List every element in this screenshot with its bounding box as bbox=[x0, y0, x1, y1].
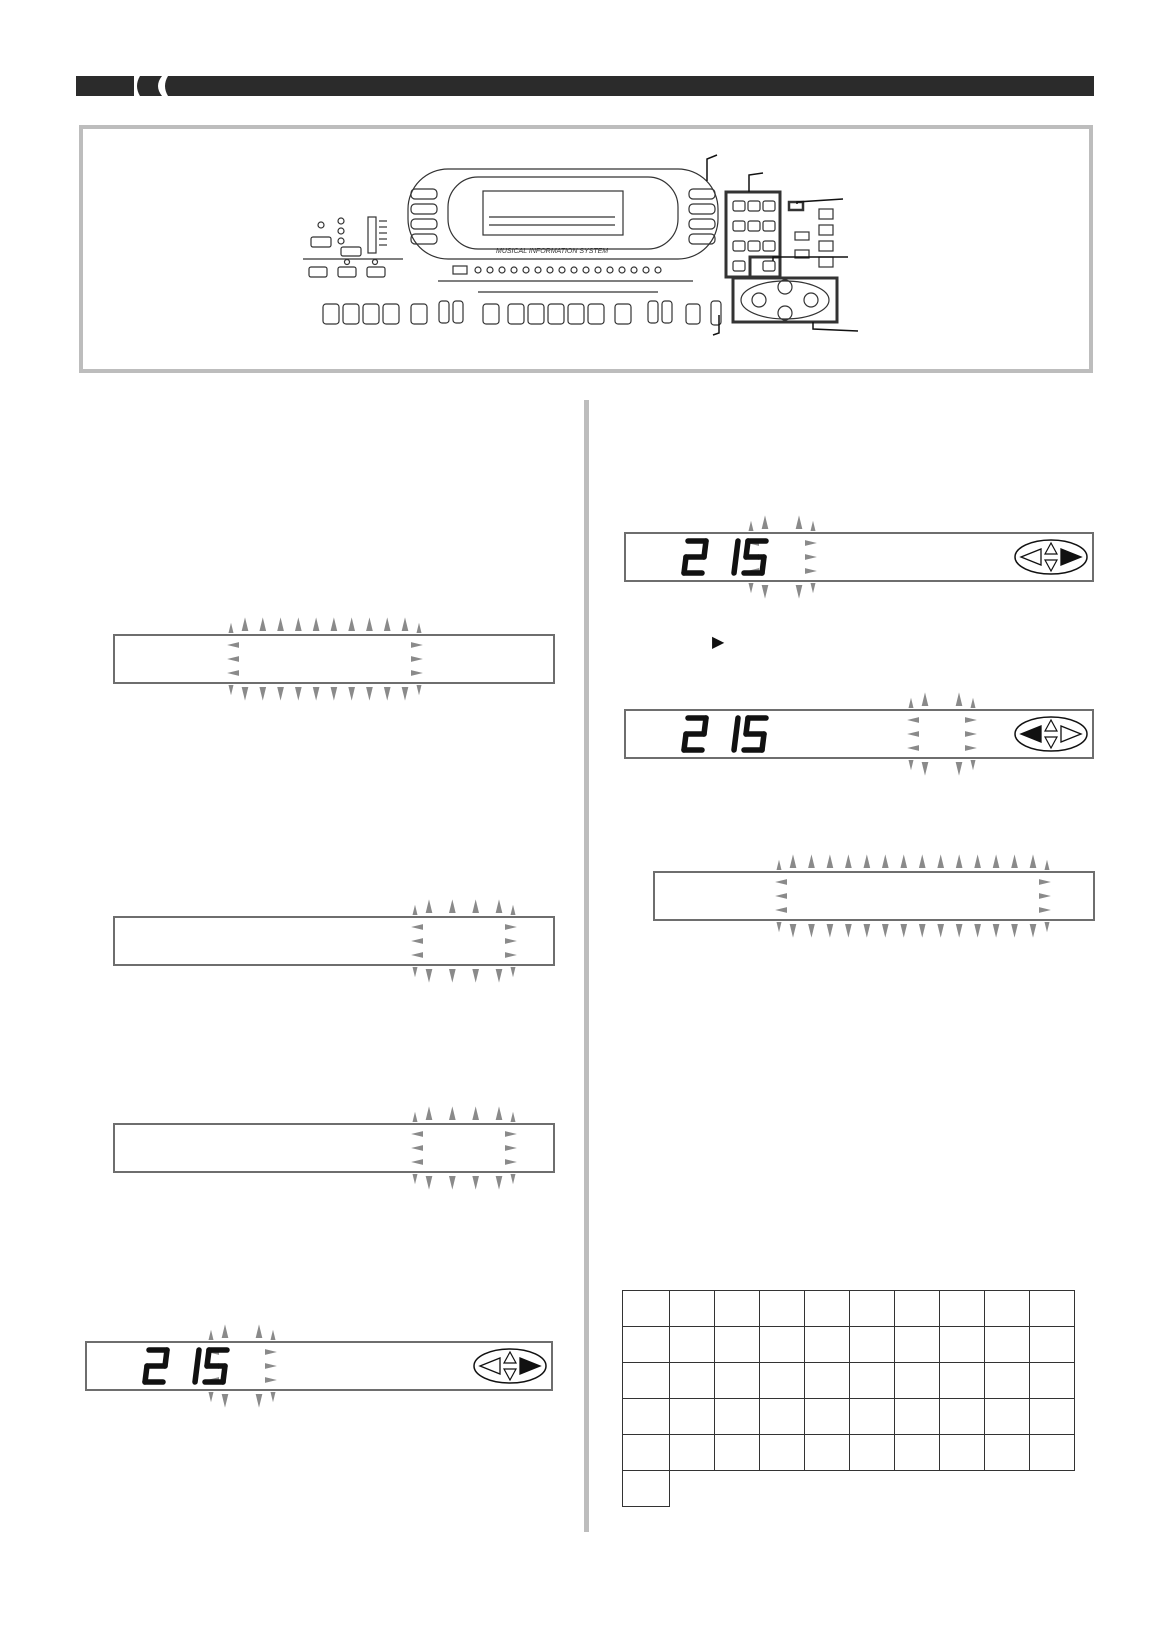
table-cell bbox=[623, 1363, 670, 1399]
flash-mark bbox=[277, 687, 284, 701]
flash-mark bbox=[449, 969, 456, 983]
table-row bbox=[623, 1399, 1075, 1435]
flash-mark bbox=[413, 1112, 418, 1122]
flash-mark bbox=[449, 1106, 456, 1120]
flash-mark bbox=[222, 1324, 229, 1338]
flash-mark bbox=[209, 1392, 214, 1402]
lcd-right-2 bbox=[625, 692, 1093, 775]
table-cell bbox=[670, 1291, 715, 1327]
table-cell bbox=[670, 1363, 715, 1399]
table-cell bbox=[760, 1327, 805, 1363]
table-cell bbox=[1030, 1435, 1075, 1471]
table-cell bbox=[895, 1435, 940, 1471]
table-cell bbox=[1030, 1399, 1075, 1435]
flash-mark bbox=[402, 687, 409, 701]
flash-mark bbox=[384, 617, 391, 631]
flash-mark bbox=[811, 583, 816, 593]
table-cell bbox=[850, 1327, 895, 1363]
lcd-frame bbox=[114, 917, 554, 965]
lcd-digits-text: 215 bbox=[684, 527, 686, 528]
flash-mark bbox=[937, 854, 944, 868]
table-cell bbox=[850, 1399, 895, 1435]
flash-mark bbox=[864, 924, 871, 938]
flash-mark bbox=[229, 623, 234, 633]
flash-mark bbox=[496, 1176, 503, 1190]
flash-mark bbox=[956, 924, 963, 938]
flash-mark bbox=[472, 899, 479, 913]
flash-mark bbox=[827, 854, 834, 868]
flash-mark bbox=[790, 854, 797, 868]
flash-mark bbox=[796, 585, 803, 599]
flash-mark bbox=[956, 854, 963, 868]
flash-mark bbox=[1030, 854, 1037, 868]
flash-mark bbox=[777, 860, 782, 870]
table-cell bbox=[715, 1363, 760, 1399]
table-cell bbox=[1030, 1327, 1075, 1363]
flash-mark bbox=[974, 924, 981, 938]
table-cell bbox=[895, 1399, 940, 1435]
lcd-left-3 bbox=[114, 1106, 554, 1189]
table-cell bbox=[805, 1435, 850, 1471]
table-row bbox=[623, 1363, 1075, 1399]
flash-mark bbox=[956, 692, 963, 706]
flash-mark bbox=[472, 969, 479, 983]
table-cell bbox=[850, 1363, 895, 1399]
flash-mark bbox=[417, 685, 422, 695]
flash-mark bbox=[366, 687, 373, 701]
flash-mark bbox=[348, 617, 355, 631]
flash-mark bbox=[974, 854, 981, 868]
flash-mark bbox=[426, 1176, 433, 1190]
flash-mark bbox=[511, 1112, 516, 1122]
table-empty-space bbox=[715, 1471, 760, 1507]
flash-mark bbox=[956, 762, 963, 776]
flash-mark bbox=[426, 969, 433, 983]
flash-mark bbox=[922, 692, 929, 706]
table-cell bbox=[623, 1327, 670, 1363]
flash-mark bbox=[1030, 924, 1037, 938]
table-cell bbox=[623, 1291, 670, 1327]
display-lettering: MUSICAL INFORMATION SYSTEM bbox=[496, 248, 609, 255]
table-empty-space bbox=[760, 1471, 805, 1507]
flash-mark bbox=[413, 967, 418, 977]
flash-mark bbox=[900, 854, 907, 868]
flash-mark bbox=[295, 617, 302, 631]
flash-mark bbox=[413, 1174, 418, 1184]
lcd-frame bbox=[654, 872, 1094, 920]
flash-mark bbox=[900, 924, 907, 938]
table-empty-space bbox=[805, 1471, 850, 1507]
table-cell bbox=[760, 1399, 805, 1435]
flash-mark bbox=[242, 687, 249, 701]
table-cell bbox=[1030, 1291, 1075, 1327]
flash-mark bbox=[348, 687, 355, 701]
cursor-direction-icon bbox=[1015, 540, 1087, 574]
flash-mark bbox=[496, 899, 503, 913]
lcd-frame bbox=[114, 1124, 554, 1172]
flash-mark bbox=[511, 967, 516, 977]
lcd-left-4 bbox=[86, 1324, 552, 1407]
flash-mark bbox=[402, 617, 409, 631]
table-cell bbox=[670, 1327, 715, 1363]
table-cell bbox=[895, 1363, 940, 1399]
table-cell bbox=[985, 1363, 1030, 1399]
table-cell bbox=[805, 1291, 850, 1327]
table-cell bbox=[805, 1363, 850, 1399]
table-cell bbox=[760, 1435, 805, 1471]
flash-mark bbox=[496, 1106, 503, 1120]
flash-mark bbox=[882, 854, 889, 868]
table-cell bbox=[895, 1291, 940, 1327]
table-row bbox=[623, 1291, 1075, 1327]
lcd-left-1 bbox=[114, 617, 554, 700]
flash-mark bbox=[331, 687, 338, 701]
lcd-right-1 bbox=[625, 515, 1093, 598]
table-cell bbox=[715, 1327, 760, 1363]
flash-mark bbox=[417, 623, 422, 633]
flash-mark bbox=[749, 583, 754, 593]
table-cell bbox=[760, 1291, 805, 1327]
table-cell bbox=[850, 1291, 895, 1327]
lcd-digits-text: 215 bbox=[684, 704, 686, 705]
table-cell bbox=[715, 1399, 760, 1435]
flash-mark bbox=[1045, 922, 1050, 932]
flash-mark bbox=[229, 685, 234, 695]
flash-mark bbox=[762, 515, 769, 529]
flash-mark bbox=[882, 924, 889, 938]
flash-mark bbox=[222, 1394, 229, 1408]
flash-mark bbox=[922, 762, 929, 776]
table-cell bbox=[940, 1399, 985, 1435]
flash-mark bbox=[242, 617, 249, 631]
lcd-digits-text: 215 bbox=[145, 1336, 147, 1337]
table-cell bbox=[623, 1435, 670, 1471]
flash-mark bbox=[271, 1392, 276, 1402]
flash-mark bbox=[919, 924, 926, 938]
table-cell bbox=[623, 1471, 670, 1507]
flash-mark bbox=[259, 617, 266, 631]
flash-mark bbox=[808, 854, 815, 868]
flash-mark bbox=[1011, 854, 1018, 868]
table-empty-space bbox=[670, 1471, 715, 1507]
table-cell bbox=[895, 1327, 940, 1363]
flash-mark bbox=[413, 905, 418, 915]
flash-mark bbox=[426, 899, 433, 913]
table-row bbox=[623, 1327, 1075, 1363]
flash-mark bbox=[808, 924, 815, 938]
table-cell bbox=[940, 1435, 985, 1471]
lcd-right-3 bbox=[654, 854, 1094, 937]
table-cell bbox=[623, 1399, 670, 1435]
table-cell bbox=[715, 1291, 760, 1327]
flash-mark bbox=[295, 687, 302, 701]
flash-mark bbox=[256, 1394, 263, 1408]
table-cell bbox=[985, 1327, 1030, 1363]
flash-mark bbox=[845, 854, 852, 868]
table-cell bbox=[985, 1435, 1030, 1471]
table-cell bbox=[850, 1435, 895, 1471]
flash-mark bbox=[811, 521, 816, 531]
table-cell bbox=[670, 1399, 715, 1435]
table-cell bbox=[760, 1363, 805, 1399]
flash-mark bbox=[426, 1106, 433, 1120]
flash-mark bbox=[749, 521, 754, 531]
table-empty-space bbox=[850, 1471, 895, 1507]
table-empty-space bbox=[985, 1471, 1030, 1507]
flash-mark bbox=[277, 617, 284, 631]
flash-mark bbox=[313, 687, 320, 701]
table-cell bbox=[940, 1291, 985, 1327]
flash-mark bbox=[209, 1330, 214, 1340]
flash-mark bbox=[366, 617, 373, 631]
table-cell bbox=[985, 1399, 1030, 1435]
flash-mark bbox=[1011, 924, 1018, 938]
flash-mark bbox=[971, 760, 976, 770]
flash-mark bbox=[313, 617, 320, 631]
table-cell bbox=[670, 1435, 715, 1471]
flash-mark bbox=[256, 1324, 263, 1338]
flash-mark bbox=[496, 969, 503, 983]
flash-mark bbox=[1045, 860, 1050, 870]
flash-mark bbox=[845, 924, 852, 938]
flash-mark bbox=[909, 698, 914, 708]
flash-mark bbox=[919, 854, 926, 868]
flash-mark bbox=[937, 924, 944, 938]
flash-mark bbox=[864, 854, 871, 868]
flash-mark bbox=[449, 1176, 456, 1190]
cursor-direction-icon bbox=[474, 1349, 546, 1383]
table-empty-space bbox=[940, 1471, 985, 1507]
lcd-left-2 bbox=[114, 899, 554, 982]
flash-mark bbox=[449, 899, 456, 913]
flash-mark bbox=[993, 854, 1000, 868]
value-table bbox=[622, 1290, 1075, 1507]
flash-mark bbox=[762, 585, 769, 599]
flash-mark bbox=[790, 924, 797, 938]
lcd-frame bbox=[114, 635, 554, 683]
table-empty-space bbox=[895, 1471, 940, 1507]
flash-mark bbox=[777, 922, 782, 932]
table-cell bbox=[985, 1291, 1030, 1327]
flash-mark bbox=[971, 698, 976, 708]
table-cell bbox=[715, 1435, 760, 1471]
table-cell bbox=[805, 1399, 850, 1435]
table-cell bbox=[940, 1327, 985, 1363]
flash-mark bbox=[271, 1330, 276, 1340]
cursor-direction-icon bbox=[1015, 717, 1087, 751]
flash-mark bbox=[511, 1174, 516, 1184]
flash-mark bbox=[909, 760, 914, 770]
table-cell bbox=[1030, 1363, 1075, 1399]
arrow-marker: ▶ bbox=[712, 634, 725, 651]
flash-mark bbox=[259, 687, 266, 701]
table-row bbox=[623, 1471, 1075, 1507]
table-empty-space bbox=[1030, 1471, 1075, 1507]
flash-mark bbox=[796, 515, 803, 529]
flash-mark bbox=[511, 905, 516, 915]
flash-mark bbox=[472, 1106, 479, 1120]
flash-mark bbox=[472, 1176, 479, 1190]
flash-mark bbox=[384, 687, 391, 701]
flash-mark bbox=[993, 924, 1000, 938]
table-row bbox=[623, 1435, 1075, 1471]
table-cell bbox=[805, 1327, 850, 1363]
flash-mark bbox=[331, 617, 338, 631]
flash-mark bbox=[827, 924, 834, 938]
table-cell bbox=[940, 1363, 985, 1399]
